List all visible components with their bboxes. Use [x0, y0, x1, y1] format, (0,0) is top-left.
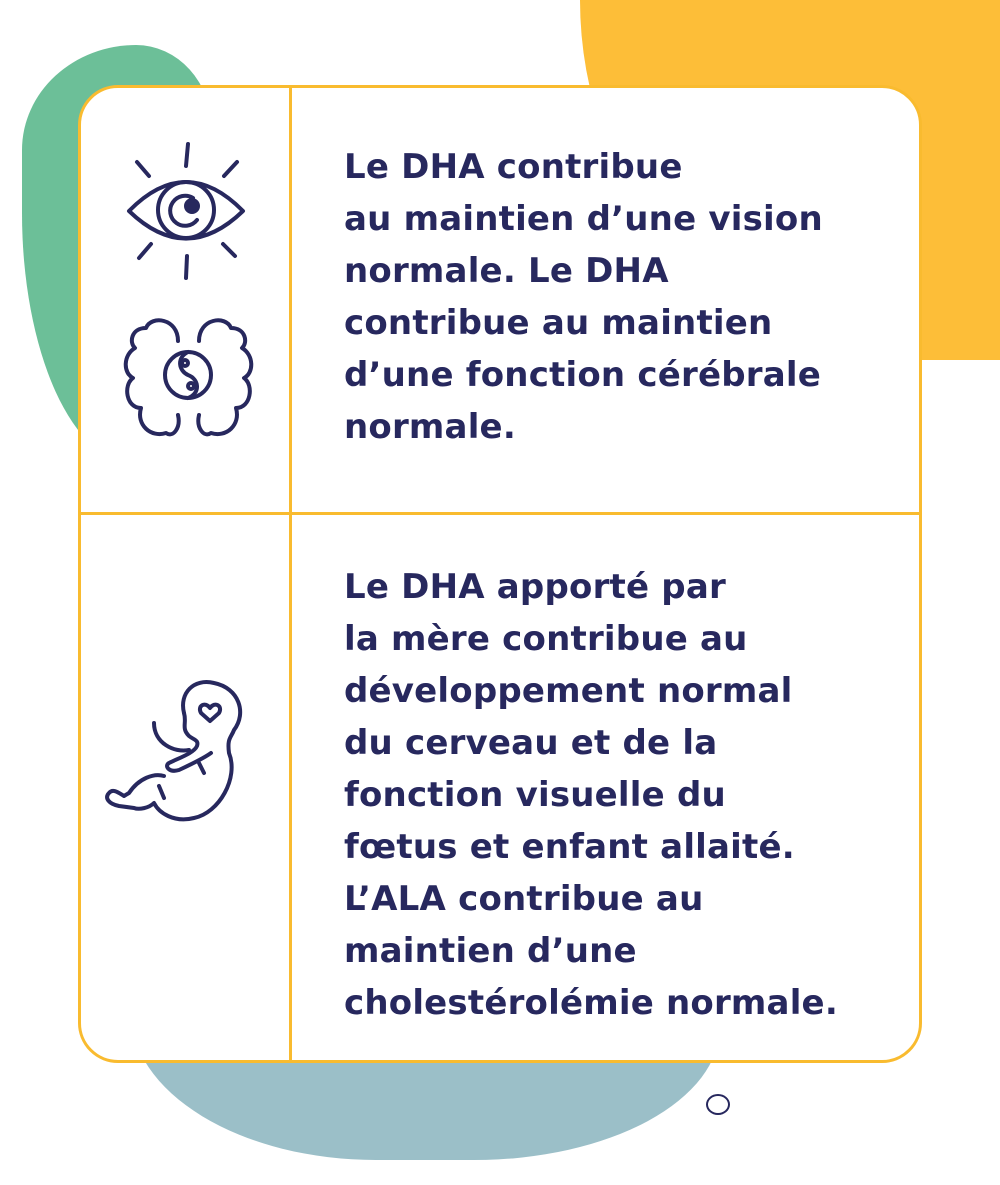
eye-icon: [121, 138, 251, 283]
info-card: [78, 85, 922, 1063]
claim-line: développement normal: [344, 671, 793, 711]
claim-line: cholestérolémie normale.: [344, 983, 838, 1023]
brain-yin-yang-icon: [121, 313, 256, 443]
dha-vision-brain-claim: [344, 141, 904, 453]
claim-line: au maintien d’une vision: [344, 199, 823, 239]
small-circle-decoration: [706, 1094, 730, 1115]
claim-line: L’ALA contribue au: [344, 879, 704, 919]
fetus-icon: [99, 668, 249, 838]
claim-line: normale. Le DHA: [344, 251, 669, 291]
claim-line: fonction visuelle du: [344, 775, 726, 815]
claim-line: la mère contribue au: [344, 619, 748, 659]
claim-line: fœtus et enfant allaité.: [344, 827, 795, 867]
claim-line: maintien d’une: [344, 931, 637, 971]
claim-line: Le DHA contribue: [344, 147, 683, 187]
column-divider: [289, 88, 292, 1060]
dha-ala-development-claim: [344, 561, 904, 1029]
claim-line: contribue au maintien: [344, 303, 773, 343]
claim-line: d’une fonction cérébrale: [344, 355, 821, 395]
claim-line: normale.: [344, 407, 516, 447]
claim-line: du cerveau et de la: [344, 723, 718, 763]
row-divider: [81, 512, 919, 515]
claim-line: Le DHA apporté par: [344, 567, 726, 607]
